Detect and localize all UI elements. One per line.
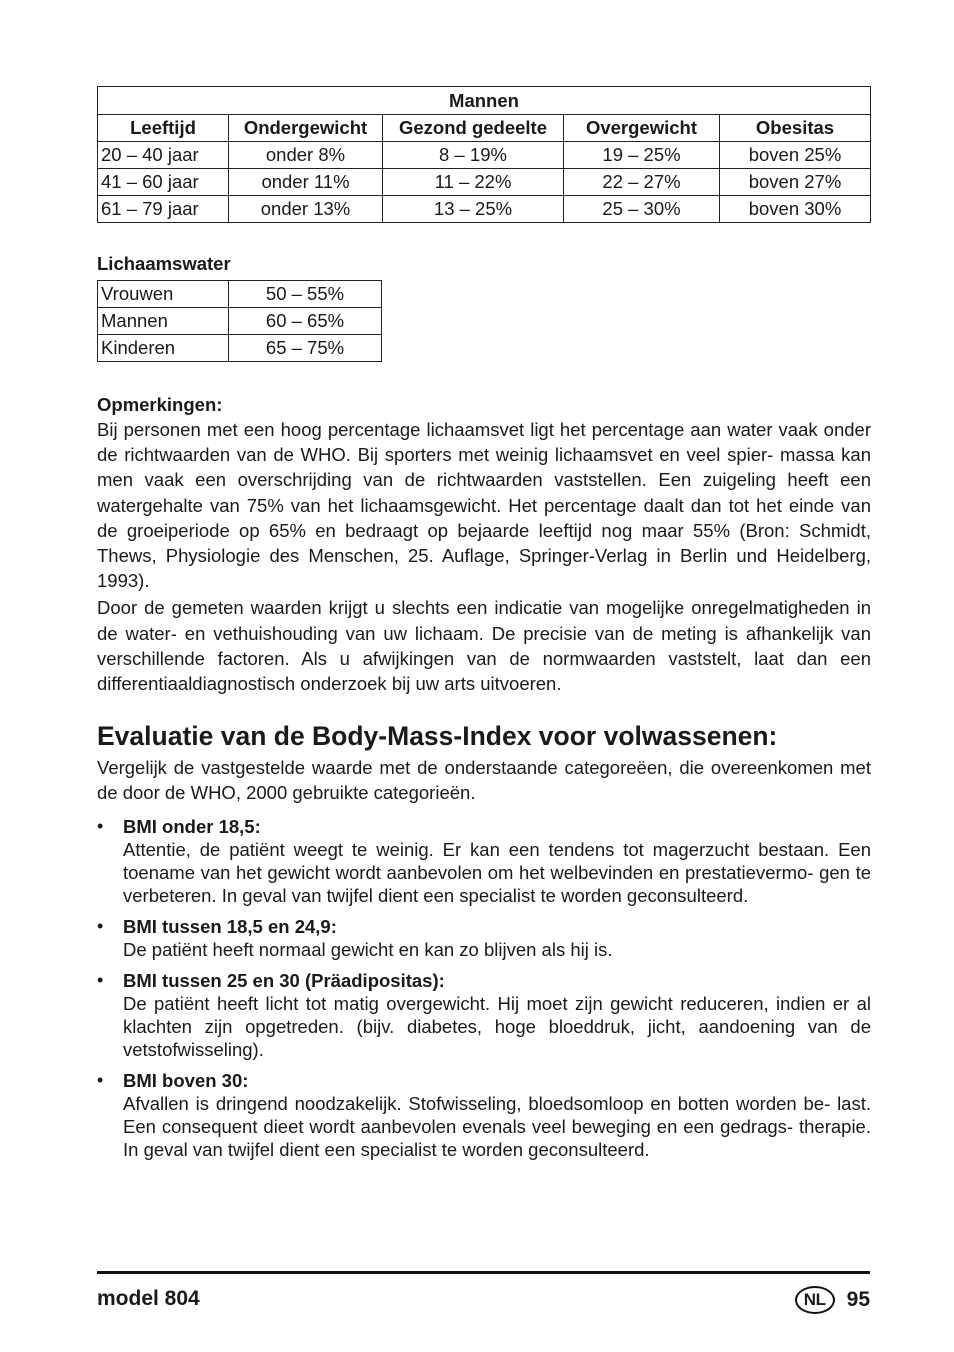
list-item	[97, 815, 871, 907]
table-cell: 8 – 19%	[383, 142, 564, 169]
table-cell: 50 – 55%	[229, 281, 382, 308]
column-header: Ondergewicht	[229, 115, 383, 142]
table-cell: 61 – 79 jaar	[98, 196, 229, 223]
table-cell: Mannen	[98, 308, 229, 335]
table-cell: 25 – 30%	[564, 196, 720, 223]
table-cell: 41 – 60 jaar	[98, 169, 229, 196]
list-item-text: De patiënt heeft normaal gewicht en kan zo blijven als hij is.	[123, 938, 613, 960]
bmi-category-list	[97, 815, 871, 1161]
list-item	[97, 915, 871, 961]
table-cell: onder 8%	[229, 142, 383, 169]
table-row	[98, 169, 871, 196]
table-row	[98, 335, 382, 362]
table-row	[98, 142, 871, 169]
table-cell: Kinderen	[98, 335, 229, 362]
table-cell: onder 11%	[229, 169, 383, 196]
page-number: 95	[846, 1288, 870, 1311]
table-cell: 19 – 25%	[564, 142, 720, 169]
list-item-text: Attentie, de patiënt weegt te weinig. Er kan een tendens tot magerzucht bestaan. Een toename van het gewicht wordt aanbevolen om het welbevinden en prestatievermo- gen te verbeteren. In geval van twijfel dient een specialist te worden geconsulteerd.	[123, 838, 871, 906]
table-cell: 22 – 27%	[564, 169, 720, 196]
table-cell: boven 25%	[720, 142, 871, 169]
column-header: Overgewicht	[564, 115, 720, 142]
body-water-table	[97, 280, 382, 362]
table-row	[98, 196, 871, 223]
list-item	[97, 969, 871, 1061]
table-cell: 60 – 65%	[229, 308, 382, 335]
body-fat-table-men	[97, 86, 871, 223]
bullet-icon: •	[97, 1069, 104, 1090]
bullet-icon: •	[97, 969, 104, 990]
notes-paragraph: Bij personen met een hoog percentage lichaamsvet ligt het percentage aan water vaak onder de richtwaarden van de WHO. Bij sporters met weinig lichaamsvet en veel spier- massa kan men vaak een overschrijding van de richtwaarden vaststellen. Een zuigeling heeft een watergehalte van 75% van het lichaamsgewicht. Het percentage daalt dan tot het einde van de groeiperiode op 65% en bedraagt op bejaarde leeftijd nog maar 55% (Bron: Schmidt, Thews, Physiologie des Menschen, 25. Auflage, Springer-Verlag in Berlin und Heidelberg, 1993).	[97, 419, 871, 592]
bullet-icon: •	[97, 915, 104, 936]
column-header: Obesitas	[720, 115, 871, 142]
notes-paragraph: Door de gemeten waarden krijgt u slechts een indicatie van mogelijke onregelmatigheden in de water- en vethuishouding van uw lichaam. De precisie van de meting is afhankelijk van verschillende factoren. Als u afwijkingen van de normwaarden vaststelt, laat dan een differentiaaldiagnostisch onderzoek bij uw arts uitvoeren.	[97, 597, 871, 695]
table-caption: Mannen	[98, 87, 871, 115]
column-header: Leeftijd	[98, 115, 229, 142]
body-water-heading: Lichaamswater	[97, 253, 231, 274]
notes-heading: Opmerkingen:	[97, 394, 223, 415]
footer-page-info	[795, 1286, 870, 1314]
page-content	[97, 86, 871, 1169]
table-row	[98, 281, 382, 308]
table-cell: onder 13%	[229, 196, 383, 223]
list-item-text: De patiënt heeft licht tot matig overgewicht. Hij moet zijn gewicht reduceren, indien er al klachten zijn opgetreden. (bijv. diabetes, hoge bloeddruk, jicht, aandoening van de vetstofwisseling).	[123, 992, 871, 1060]
list-item-title: BMI onder 18,5:	[123, 815, 261, 837]
footer-model-name: model 804	[97, 1287, 200, 1310]
list-item-title: BMI tussen 18,5 en 24,9:	[123, 915, 337, 937]
column-header: Gezond gedeelte	[383, 115, 564, 142]
list-item-title: BMI tussen 25 en 30 (Präadipositas):	[123, 969, 445, 991]
bmi-heading: Evaluatie van de Body-Mass-Index voor volwassenen:	[97, 721, 778, 752]
table-cell: 13 – 25%	[383, 196, 564, 223]
table-cell: 11 – 22%	[383, 169, 564, 196]
list-item-text: Afvallen is dringend noodzakelijk. Stofwisseling, bloedsomloop en botten worden be- last. Een consequent dieet wordt aanbevolen evenals veel beweging en een gedrags- therapie. In geval van twijfel dient een specialist te worden geconsulteerd.	[123, 1092, 871, 1160]
table-cell: 20 – 40 jaar	[98, 142, 229, 169]
bmi-intro: Vergelijk de vastgestelde waarde met de onderstaande categoreëen, die overeenkomen met de door de WHO, 2000 gebruikte categorieën.	[97, 757, 871, 804]
footer-divider	[97, 1271, 870, 1274]
table-cell: 65 – 75%	[229, 335, 382, 362]
list-item	[97, 1069, 871, 1161]
list-item-title: BMI boven 30:	[123, 1069, 249, 1091]
table-cell: boven 30%	[720, 196, 871, 223]
table-cell: Vrouwen	[98, 281, 229, 308]
table-row	[98, 308, 382, 335]
bullet-icon: •	[97, 815, 104, 836]
language-badge: NL	[795, 1286, 835, 1314]
table-cell: boven 27%	[720, 169, 871, 196]
